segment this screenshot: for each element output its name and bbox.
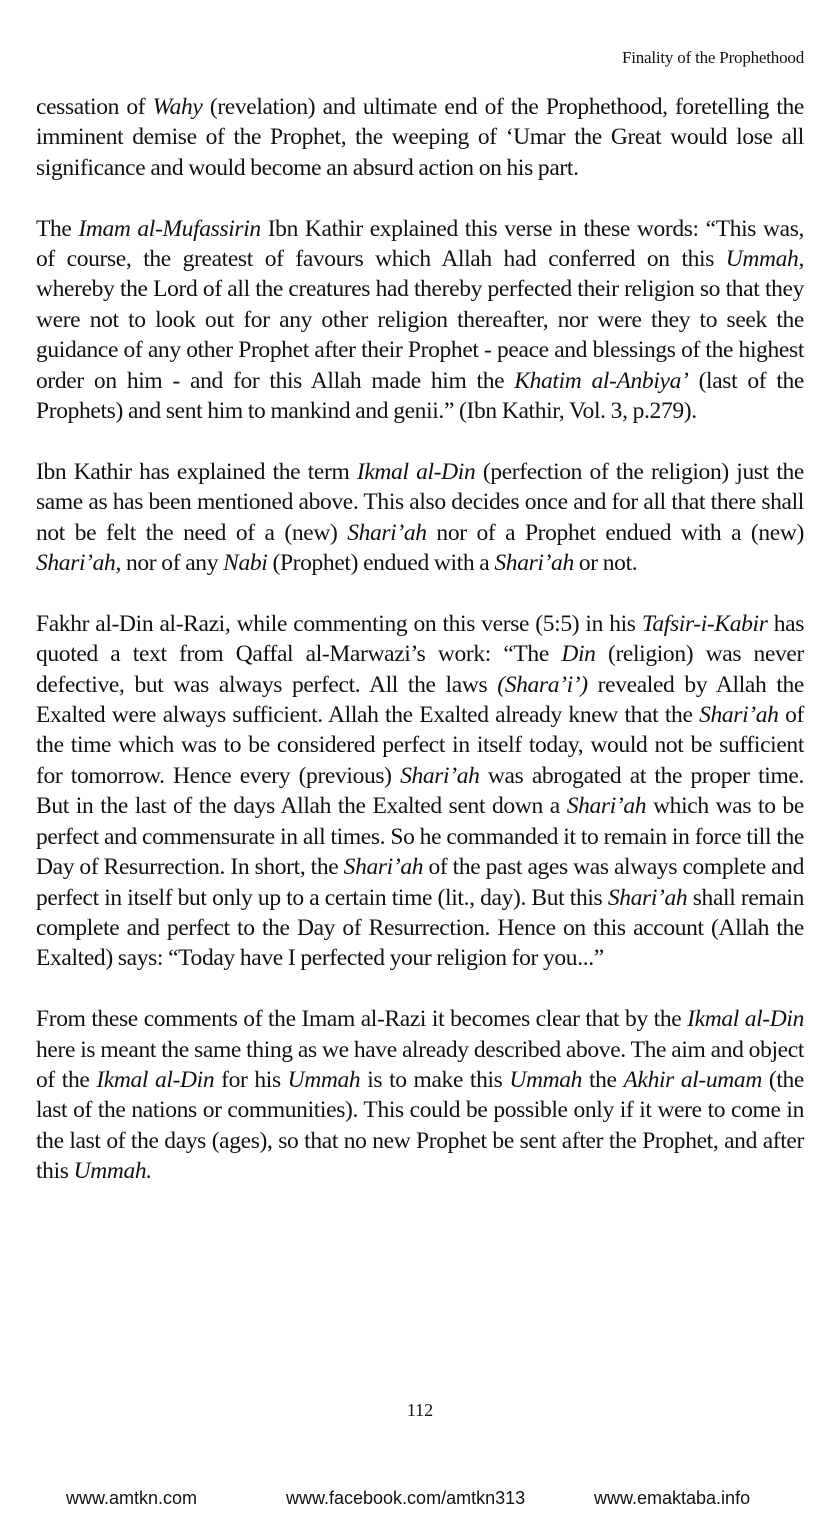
italic-term: Din <box>561 641 596 668</box>
italic-term: Ummah <box>287 1066 361 1093</box>
text-run: (last of the Prophets) and sent him to mankind and genii.” (Ibn Kathir, Vol. 3, p.279). <box>36 367 804 425</box>
text-run: here is meant the same thing as we have already described above. The aim and object of the <box>36 1036 804 1093</box>
italic-term: Nabi <box>223 550 268 577</box>
italic-term: Imam al-Mufassirin <box>78 215 261 242</box>
italic-term: Shari’ah <box>607 884 688 911</box>
italic-term: Ummah <box>509 1066 583 1093</box>
italic-term: Wahy <box>152 94 203 120</box>
text-run: shall remain complete and perfect to the Day of Resurrection. Hence on this account (Allah the Exalted) says: “Today have I perfected your religion for you...” <box>36 884 804 972</box>
text-run: was abrogated at the proper time. But in the last of the days Allah the Exalted sent down a <box>36 762 805 820</box>
text-run: which was to be perfect and commensurate in all times. So he commanded it to remain in force till the Day of Resurrection. In short, the <box>36 793 804 881</box>
footer-link-facebook[interactable]: www.facebook.com/amtkn313 <box>286 1488 526 1508</box>
text-run: is to make this <box>360 1066 510 1093</box>
text-run: or not. <box>573 550 638 577</box>
italic-term: (Shara’i’) <box>497 671 588 698</box>
italic-term: Ummah. <box>73 1158 152 1185</box>
text-run: Fakhr al-Din al-Razi, while commenting on this verse (5:5) in his <box>36 610 642 637</box>
italic-term: Shari’ah, <box>36 550 121 577</box>
text-run: (perfection of the religion) just the same as has been mentioned above. This also decides once and for all that there shall not be felt the need of a (new) <box>36 458 804 546</box>
text-run: (Prophet) endued with a <box>267 550 495 577</box>
italic-term: Ummah, <box>725 246 804 273</box>
italic-term: Ikmal al-Din <box>687 1006 804 1033</box>
italic-term: Tafsir-i-Kabir <box>641 610 768 637</box>
text-run: nor of a Prophet endued with a (new) <box>426 519 804 546</box>
text-run: (religion) was never defective, but was always perfect. All the laws <box>36 641 804 698</box>
text-run: Ibn Kathir has explained the term <box>36 458 357 485</box>
italic-term: Shari’ah <box>343 854 424 881</box>
italic-term: Shari’ah <box>400 762 480 789</box>
page-number: 112 <box>406 1400 434 1420</box>
italic-term: Shari’ah <box>699 702 779 729</box>
text-run: for his <box>214 1066 288 1093</box>
paragraph-5 <box>36 1004 804 1186</box>
body-text <box>36 92 804 1187</box>
text-run: (the last of the nations or communities). This could be possible only if it were to come in the last of the days (ages), so that no new Prophet be sent after the Prophet, and after this <box>36 1066 804 1185</box>
italic-term: Akhir al-umam <box>623 1066 762 1093</box>
footer-link-amtkn[interactable]: www.amtkn.com <box>66 1488 198 1508</box>
text-run: cessation of <box>36 94 153 120</box>
italic-term: Shari’ah <box>347 519 427 546</box>
text-run: nor of any <box>120 550 224 577</box>
italic-term: Shari’ah <box>566 793 647 820</box>
text-run: revealed by Allah the Exalted were always sufficient. Allah the Exalted already knew that the <box>36 671 804 729</box>
text-run: (revelation) and ultimate end of the Prophethood, foretelling the imminent demise of the Prophet, the weeping of ‘Umar the Great would lose all significance and would become an absurd action on his part. <box>36 94 804 181</box>
paragraph-3 <box>36 457 804 579</box>
italic-term: Ikmal al-Din <box>356 458 476 485</box>
footer-link-emaktaba[interactable]: www.emaktaba.info <box>594 1488 751 1508</box>
text-run: the <box>582 1066 624 1093</box>
text-run: whereby the Lord of all the creatures had thereby perfected their religion so that they were not to look out for any other religion thereafter, nor were they to seek the guidance of any other Prophet after their Prophet - peace and blessings of the highest order on him - and for this Allah made him the <box>36 276 804 394</box>
text-run: Ibn Kathir explained this verse in these words: “This was, of course, the greatest of favours which Allah had conferred on this <box>36 215 805 273</box>
text-run: From these comments of the Imam al-Razi it becomes clear that by the <box>36 1006 688 1033</box>
italic-term: Shari’ah <box>494 550 574 577</box>
paragraph-4 <box>36 609 804 974</box>
text-run: The <box>36 215 79 242</box>
running-header: Finality of the Prophethood <box>621 48 804 67</box>
paragraph-2 <box>36 214 804 427</box>
text-run: of the past ages was always complete and perfect in itself but only up to a certain time (lit., day). But this <box>36 854 804 911</box>
paragraph-1 <box>36 92 804 183</box>
text-run: of the time which was to be considered perfect in itself today, would not be sufficient for tomorrow. Hence every (previous) <box>36 702 804 789</box>
italic-term: Ikmal al-Din <box>96 1066 215 1093</box>
italic-term: Khatim al-Anbiya’ <box>514 367 689 394</box>
text-run: has quoted a text from Qaffal al-Marwazi’s work: “The <box>36 610 804 668</box>
